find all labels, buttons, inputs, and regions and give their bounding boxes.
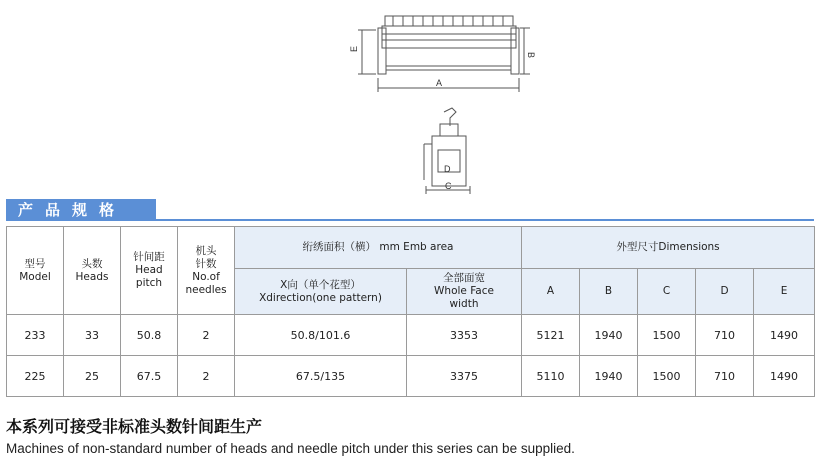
custom-production-note-en: Machines of non-standard number of heads and needle pitch under this series can be supplied. — [6, 441, 575, 456]
table-row — [7, 315, 815, 356]
cell-whole-face: 3375 — [407, 356, 522, 397]
header-x-direction: X向（单个花型） Xdirection(one pattern) — [235, 269, 407, 315]
header-dim-a: A — [522, 269, 580, 315]
header-dim-d: D — [696, 269, 754, 315]
dim-label-c: C — [445, 181, 452, 191]
header-pitch: 针间距 Head pitch — [121, 227, 178, 315]
cell-dim-a: 5110 — [522, 356, 580, 397]
cell-dim-e: 1490 — [754, 315, 815, 356]
section-divider — [6, 219, 814, 221]
cell-heads: 25 — [64, 356, 121, 397]
cell-whole-face: 3353 — [407, 315, 522, 356]
cell-dim-c: 1500 — [638, 315, 696, 356]
section-title: 产品规格 — [18, 201, 127, 219]
table-row — [7, 356, 815, 397]
cell-pitch: 50.8 — [121, 315, 178, 356]
cell-dim-a: 5121 — [522, 315, 580, 356]
cell-model: 225 — [7, 356, 64, 397]
header-whole-face: 全部面宽 Whole Face width — [407, 269, 522, 315]
machine-dimension-diagram — [0, 0, 820, 200]
header-model: 型号 Model — [7, 227, 64, 315]
cell-dim-b: 1940 — [580, 315, 638, 356]
specifications-table — [6, 226, 815, 397]
dim-label-e: E — [349, 45, 359, 52]
cell-dim-d: 710 — [696, 315, 754, 356]
cell-needles: 2 — [178, 315, 235, 356]
header-needles: 机头 针数 No.of needles — [178, 227, 235, 315]
header-dim-b: B — [580, 269, 638, 315]
section-title-bar — [6, 199, 156, 221]
cell-dim-e: 1490 — [754, 356, 815, 397]
header-heads: 头数 Heads — [64, 227, 121, 315]
cell-dim-c: 1500 — [638, 356, 696, 397]
cell-model: 233 — [7, 315, 64, 356]
cell-pitch: 67.5 — [121, 356, 178, 397]
dim-label-a: A — [436, 78, 443, 88]
cell-x-direction: 50.8/101.6 — [235, 315, 407, 356]
header-dimensions: 外型尺寸Dimensions — [522, 227, 815, 269]
cell-dim-d: 710 — [696, 356, 754, 397]
custom-production-note-cn: 本系列可接受非标准头数针间距生产 — [6, 417, 263, 436]
cell-dim-b: 1940 — [580, 356, 638, 397]
cell-x-direction: 67.5/135 — [235, 356, 407, 397]
header-dim-c: C — [638, 269, 696, 315]
cell-needles: 2 — [178, 356, 235, 397]
header-dim-e: E — [754, 269, 815, 315]
dim-label-d: D — [444, 164, 451, 174]
header-emb-area: 绗绣面积（横） mm Emb area — [235, 227, 522, 269]
cell-heads: 33 — [64, 315, 121, 356]
dim-label-b: B — [526, 52, 536, 59]
front-view-drawing — [358, 16, 530, 92]
